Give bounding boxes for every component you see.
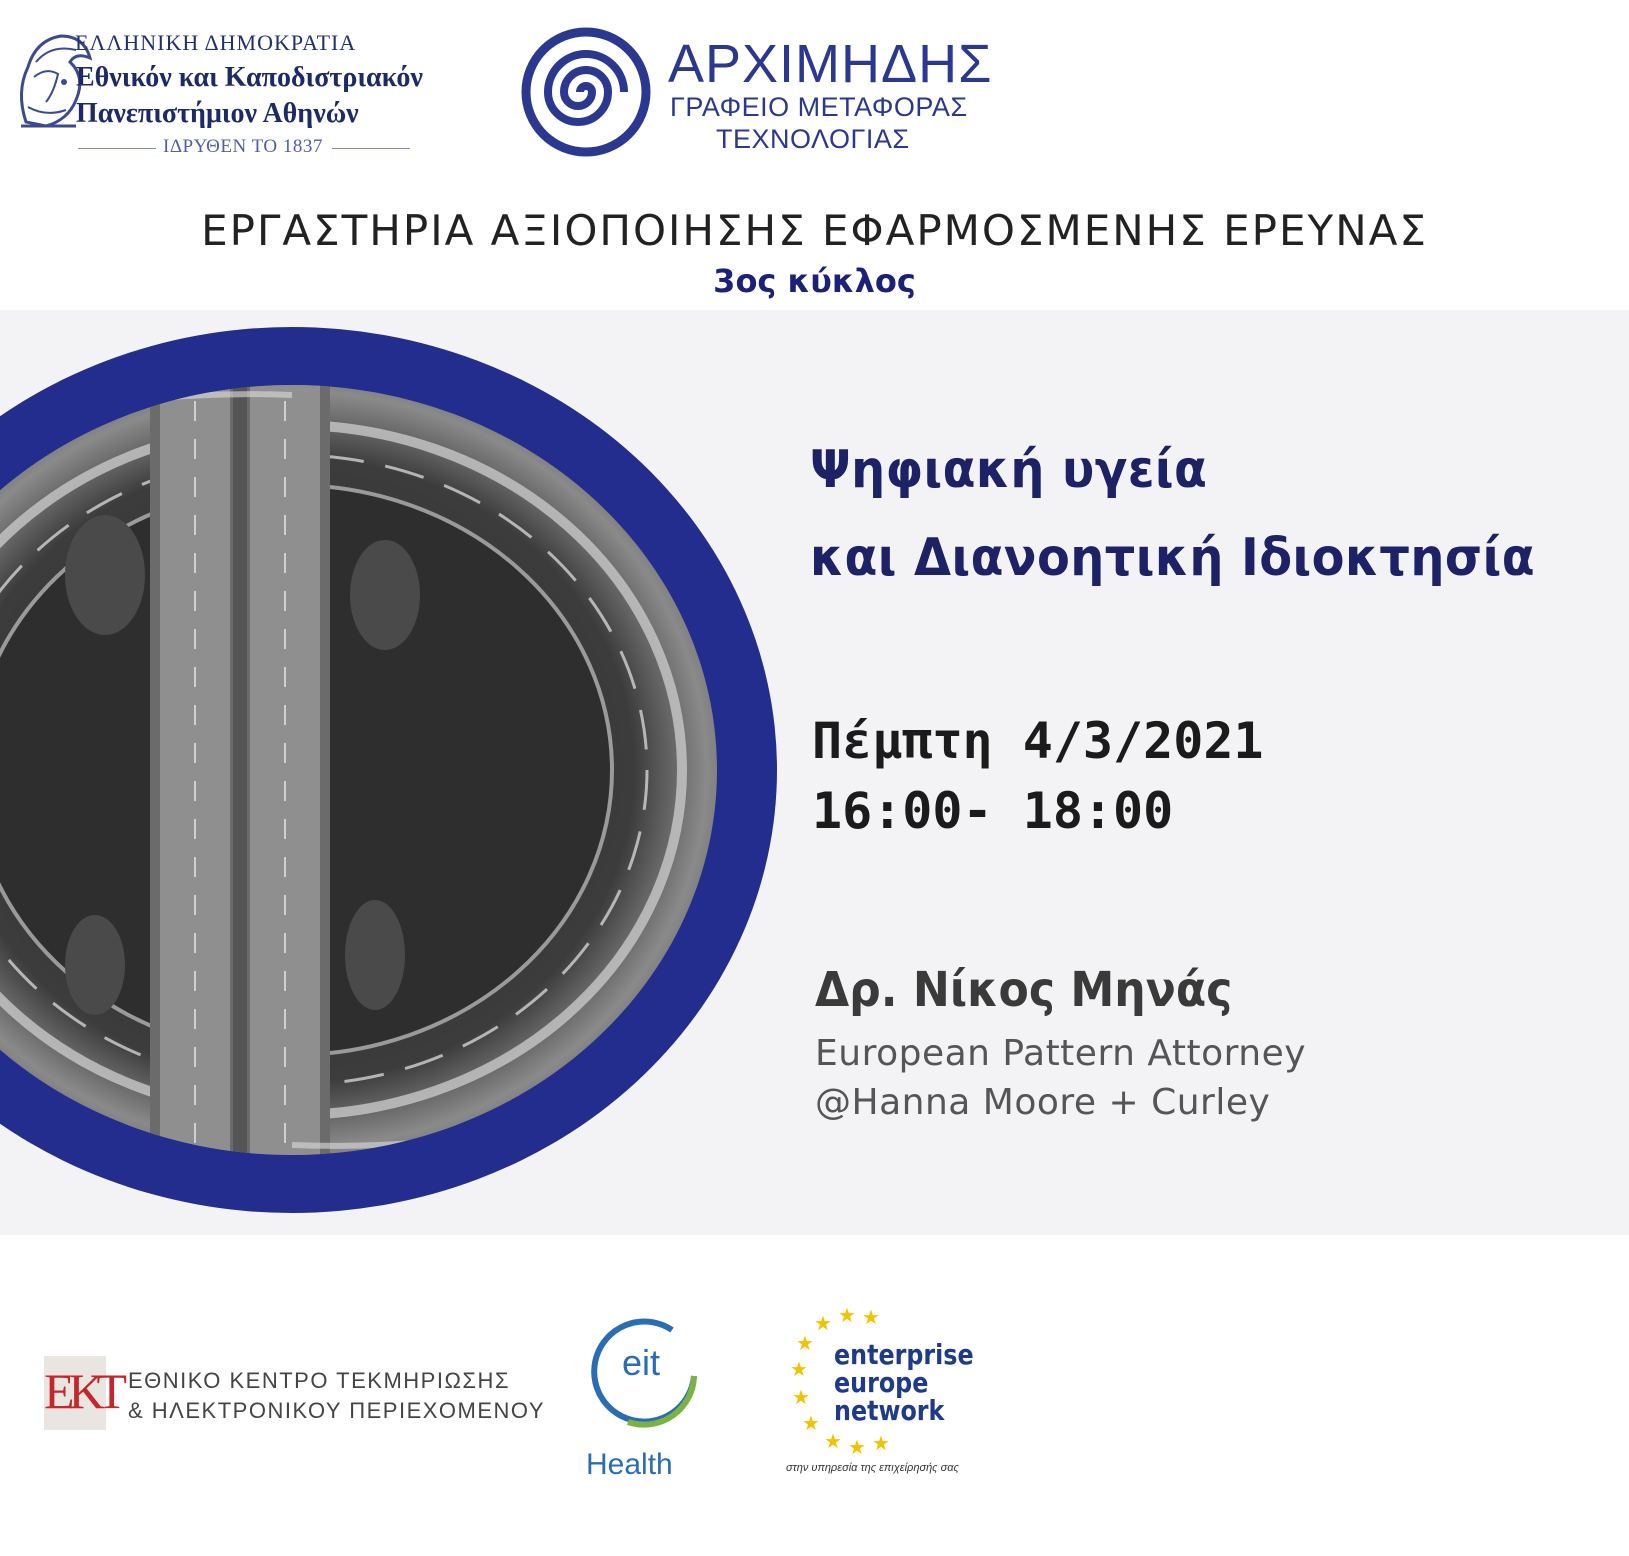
svg-text:★: ★: [848, 1435, 866, 1458]
een-name-line2: europe: [834, 1366, 929, 1399]
uoa-republic-label: ΕΛΛΗΝΙΚΗ ΔΗΜΟΚΡΑΤΙΑ: [75, 30, 357, 55]
roundabout-photo: [0, 325, 780, 1215]
svg-text:★: ★: [838, 1308, 856, 1327]
svg-text:★: ★: [790, 1357, 808, 1381]
event-time: 16:00- 18:00: [812, 782, 1174, 840]
svg-text:★: ★: [824, 1429, 842, 1453]
event-date: Πέμπτη 4/3/2021: [812, 712, 1264, 770]
eit-logo-mark: eit: [622, 1342, 661, 1383]
svg-text:★: ★: [792, 1385, 810, 1409]
svg-text:★: ★: [872, 1431, 890, 1455]
topic-line2: και Διανοητική Ιδιοκτησία: [810, 528, 1536, 588]
speaker-firm: @Hanna Moore + Curley: [815, 1082, 1271, 1123]
een-name-line1: enterprise: [834, 1338, 974, 1371]
archimedes-spiral-logo: [520, 26, 652, 158]
een-tagline: στην υπηρεσία της επιχείρησής σας: [786, 1462, 959, 1474]
svg-text:★: ★: [814, 1311, 832, 1335]
uoa-founded-label: ΙΔΡΥΘΕΝ ΤΟ 1837: [163, 136, 323, 157]
svg-text:★: ★: [862, 1308, 880, 1329]
uoa-divider-right: [332, 148, 410, 149]
archimedes-name: ΑΡΧΙΜΗΔΗΣ: [668, 34, 993, 94]
workshop-series-title: ΕΡΓΑΣΤΗΡΙΑ ΑΞΙΟΠΟΙΗΣΗΣ ΕΦΑΡΜΟΣΜΕΝΗΣ ΕΡΕΥΝΑΣ: [201, 206, 1428, 255]
ekt-name-line1: ΕΘΝΙΚΟ ΚΕΝΤΡΟ ΤΕΚΜΗΡΙΩΣΗΣ: [128, 1368, 511, 1393]
topic-line1: Ψηφιακή υγεία: [810, 440, 1208, 500]
speaker-role: European Pattern Attorney: [815, 1033, 1307, 1074]
een-name-line3: network: [834, 1394, 945, 1427]
cycle-label: 3ος κύκλος: [713, 262, 916, 300]
eit-health-label: Health: [586, 1448, 673, 1481]
uoa-name-line1: Εθνικόν και Καποδιστριακόν: [76, 62, 423, 93]
speaker-name: Δρ. Νίκος Μηνάς: [815, 962, 1233, 1018]
uoa-name-line2: Πανεπιστήμιον Αθηνών: [76, 98, 359, 129]
ekt-name-line2: & ΗΛΕΚΤΡΟΝΙΚΟΥ ΠΕΡΙΕΧΟΜΕΝΟΥ: [128, 1398, 546, 1423]
archimedes-subtitle-line1: ΓΡΑΦΕΙΟ ΜΕΤΑΦΟΡΑΣ: [670, 92, 968, 122]
ekt-logo-mark: ΕΚΤ: [44, 1363, 121, 1419]
archimedes-subtitle-line2: ΤΕΧΝΟΛΟΓΙΑΣ: [716, 124, 910, 154]
svg-text:★: ★: [796, 1331, 814, 1355]
svg-text:★: ★: [802, 1411, 820, 1435]
uoa-divider-left: [78, 148, 156, 149]
event-banner: [0, 310, 1629, 1235]
